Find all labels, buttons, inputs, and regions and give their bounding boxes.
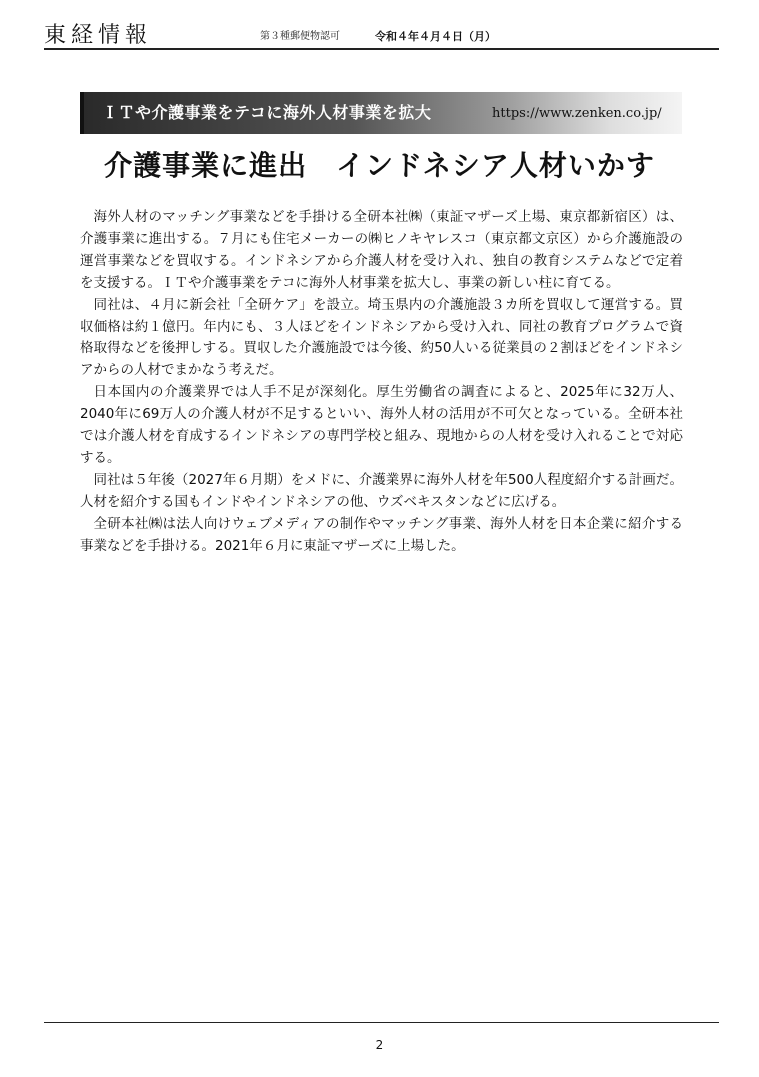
article-paragraph: 日本国内の介護業界では人手不足が深刻化。厚生労働省の調査によると、2025年に32万人、2040年に69万人の介護人材が不足するといい、海外人材の活用が不可欠となっている。全研本社では介護人材を育成するインドネシアの専門学校と組み、現地からの人材を受け入れることで対応する。 [80, 384, 683, 466]
banner-caption: ＩＴや介護事業をテコに海外人材事業を拡大 [102, 103, 432, 122]
company-url[interactable]: https://www.zenken.co.jp/ [492, 106, 662, 121]
topic-banner [80, 92, 682, 134]
issue-date: 令和４年４月４日（月） [375, 30, 496, 43]
header-divider [44, 48, 719, 50]
masthead [44, 24, 719, 50]
article-paragraph: 全研本社㈱は法人向けウェブメディアの制作やマッチング事業、海外人材を日本企業に紹介する事業などを手掛ける。2021年６月に東証マザーズに上場した。 [80, 515, 683, 554]
article-headline: 介護事業に進出 インドネシア人材いかす [104, 149, 655, 182]
article-paragraph: 同社は５年後（2027年６月期）をメドに、介護業界に海外人材を年500人程度紹介する計画だ。人材を紹介する国もインドやインドネシアの他、ウズベキスタンなどに広げる。 [80, 471, 683, 510]
article-body [80, 207, 683, 558]
article-paragraph: 同社は、４月に新会社「全研ケア」を設立。埼玉県内の介護施設３カ所を買収して運営する。買収価格は約１億円。年内にも、３人ほどをインドネシアから受け入れ、同社の教育プログラムで資格取得などを後押しする。買収した介護施設では今後、約50人いる従業員の２割ほどをインドネシアからの人材でまかなう考えだ。 [80, 296, 683, 379]
postal-permit: 第３種郵便物認可 [260, 31, 340, 42]
article-paragraph: 海外人材のマッチング事業などを手掛ける全研本社㈱（東証マザーズ上場、東京都新宿区）は、介護事業に進出する。７月にも住宅メーカーの㈱ヒノキヤレスコ（東京都文京区）から介護施設の運営事業などを買収する。インドネシアから介護人材を受け入れ、独自の教育システムなどで定着を支援する。ＩＴや介護事業をテコに海外人材事業を拡大し、事業の新しい柱に育てる。 [80, 209, 683, 291]
publication-title: 東経情報 [44, 23, 153, 48]
footer-divider [44, 1022, 719, 1023]
page-number: 2 [375, 1038, 384, 1052]
